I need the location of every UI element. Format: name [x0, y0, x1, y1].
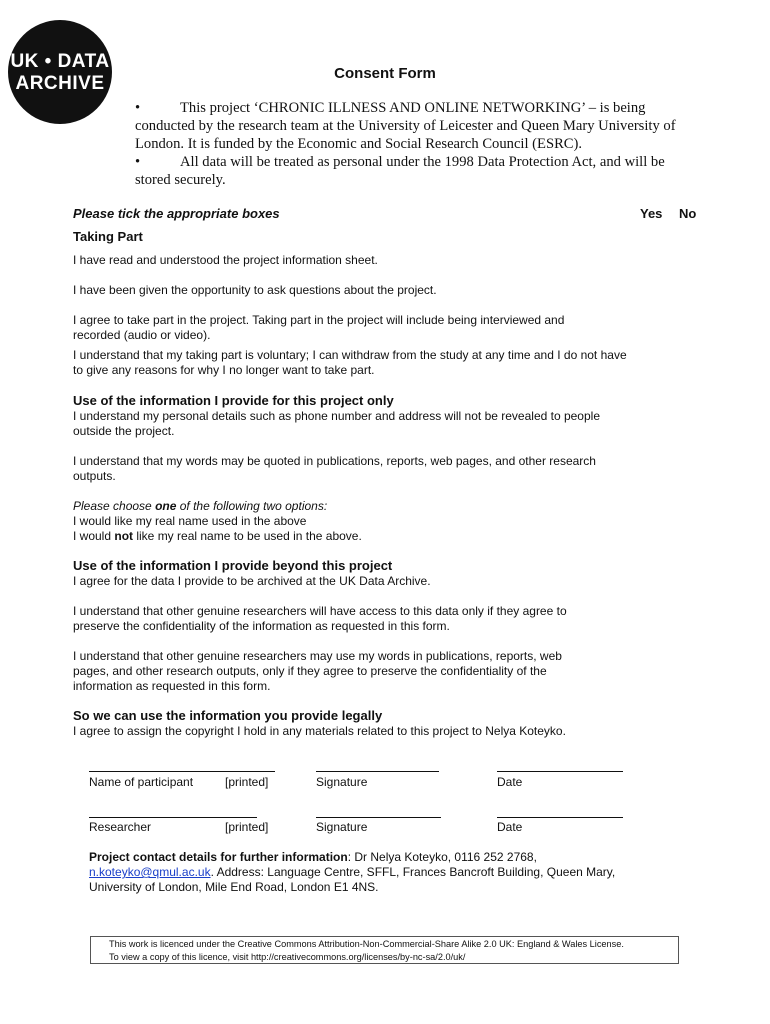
researcher-date-label: Date [497, 820, 523, 834]
instructions: Please tick the appropriate boxes [73, 206, 280, 221]
option-real-name: I would like my real name used in the above [73, 514, 307, 528]
consent-statement: I agree for the data I provide to be archived at the UK Data Archive. [73, 574, 431, 588]
contact-details: Project contact details for further information: Dr Nelya Koteyko, 0116 252 2768, n.koteyko@qmul.ac.uk. Address: Language Centre, SFFL, Frances Bancroft Building, Queen Mary, University of London, Mile End Road, London E1 4NS. [89, 850, 616, 894]
consent-statement: I understand that other genuine researchers will have access to this data only if they agree to preserve the confidentiality of the information as requested in this form. [73, 604, 567, 633]
licence-line-1: This work is licenced under the Creative Commons Attribution-Non-Commercial-Share Alike 2.0 UK: England & Wales License. [109, 939, 624, 949]
participant-printed-label: [printed] [225, 775, 269, 789]
intro-bullet-item: • All data will be treated as personal under the 1998 Data Protection Act, and will be stored securely. [135, 154, 665, 188]
consent-statement: I agree to take part in the project. Taking part in the project will include being interviewed and recorded (audio or video). [73, 313, 565, 342]
no-column-header: No [679, 206, 697, 221]
signature-line [497, 771, 623, 772]
signature-line [89, 817, 257, 818]
contact-label: Project contact details for further information [89, 850, 348, 864]
yes-column-header: Yes [640, 206, 663, 221]
contact-email-link[interactable]: n.koteyko@qmul.ac.uk [89, 865, 211, 879]
section-heading-legal: So we can use the information you provide legally [73, 708, 383, 723]
licence-box [90, 936, 679, 964]
participant-date-label: Date [497, 775, 523, 789]
logo-line-1: UK • DATA [10, 51, 110, 72]
consent-statement: I agree to assign the copyright I hold in any materials related to this project to Nelya Koteyko. [73, 724, 566, 738]
bullet-icon: • [135, 100, 141, 116]
signature-line [316, 817, 441, 818]
section-heading-taking-part: Taking Part [73, 229, 143, 244]
intro-bullet-item: • This project ‘CHRONIC ILLNESS AND ONLINE NETWORKING’ – is being conducted by the research team at the University of Leicester and Queen Mary University of London. It is funded by the Economic and Social Research Council (ESRC). [135, 100, 676, 152]
consent-statement: I understand that my words may be quoted in publications, reports, web pages, and other research outputs. [73, 454, 596, 483]
signature-line [497, 817, 623, 818]
participant-name-label: Name of participant [89, 775, 194, 789]
option-no-real-name: I would not like my real name to be used in the above. [73, 529, 362, 543]
researcher-signature-label: Signature [316, 820, 368, 834]
consent-statement: I understand that other genuine researchers may use my words in publications, reports, web pages, and other research outputs, only if they agree to preserve the confidentiality of the information as requested in this form. [73, 649, 562, 693]
consent-statement: I understand that my taking part is voluntary; I can withdraw from the study at any time and I do not have to give any reasons for why I no longer want to take part. [73, 348, 627, 377]
logo-line-2: ARCHIVE [15, 73, 105, 94]
choose-instruction: Please choose one of the following two options: [73, 499, 328, 513]
consent-statement: I have been given the opportunity to ask questions about the project. [73, 283, 437, 297]
bullet-icon: • [135, 154, 141, 170]
researcher-printed-label: [printed] [225, 820, 269, 834]
section-heading-use-beyond: Use of the information I provide beyond this project [73, 558, 393, 573]
signature-line [316, 771, 439, 772]
consent-statement: I understand my personal details such as phone number and address will not be revealed to people outside the project. [73, 409, 600, 438]
participant-signature-label: Signature [316, 775, 368, 789]
licence-line-2: To view a copy of this licence, visit http://creativecommons.org/licenses/by-nc-sa/2.0/uk/ [109, 951, 466, 962]
section-heading-use-in-project: Use of the information I provide for this project only [73, 393, 394, 408]
page-title: Consent Form [334, 65, 436, 82]
signature-line [89, 771, 275, 772]
name-options [73, 499, 633, 544]
intro-bullets [135, 99, 685, 189]
consent-statement: I have read and understood the project information sheet. [73, 253, 378, 267]
researcher-name-label: Researcher [89, 820, 152, 834]
